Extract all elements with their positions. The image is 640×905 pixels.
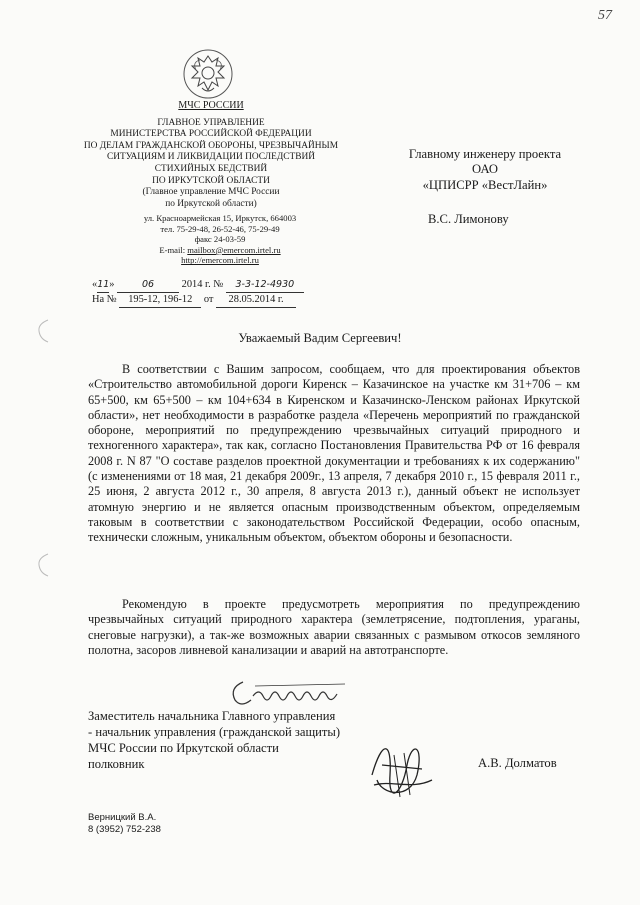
punch-hole-icon bbox=[36, 552, 52, 578]
punch-hole-icon bbox=[36, 318, 52, 344]
sender-contacts bbox=[70, 213, 370, 266]
org-line: ПО ДЕЛАМ ГРАЖДАНСКОЙ ОБОРОНЫ, ЧРЕЗВЫЧАЙНЫМ bbox=[83, 140, 339, 151]
signatory-title bbox=[88, 708, 388, 772]
executor-phone: 8 (3952) 752-238 bbox=[88, 824, 161, 835]
outgoing-number: 3-3-12-4930 bbox=[226, 278, 304, 293]
recipient-line: Главному инженеру проекта bbox=[408, 147, 562, 161]
executor-name: Верницкий В.А. bbox=[88, 812, 157, 823]
emchs-emblem-icon bbox=[182, 48, 234, 100]
sender-email-link[interactable]: mailbox@emercom.irtel.ru bbox=[187, 244, 281, 255]
body-paragraph: В соответствии с Вашим запросом, сообщаем, что для проектирования объектов «Строительство автомобильной дороги Киренск – Казачинское на участке км 31+706 – км 65+500, км 65+500 – км 104+634 в Киренском и Казачинско-Ленском районах Иркутской области», нет необходимости в разработке раздела «Перечень мероприятий по гражданской обороне, мероприятий по предупреждению чрезвычайных ситуаций природного и техногенного характера», так как, согласно Постановления Правительства РФ от 16 февраля 2008 г. N 87 "О составе разделов проектной документации и требованиях к их содержанию" (с изменениями от 18 мая, 21 декабря 2009г., 13 апреля, 7 декабря 2010 г., 15 февраля 2011 г., 25 июня, 2 августа 2012 г., 30 апреля, 8 августа 2013 г.), данный объект не использует атомную энергию и не является опасным производственным объектом, определяемым таковым в соответствии с законодательством Российской Федерации, особо опасным, технически сложным, уникальным объектом, объектом обороны и безопасности. bbox=[88, 362, 580, 545]
number-label: № bbox=[213, 279, 224, 290]
sender-address: ул. Красноармейская 15, Иркутск, 664003 bbox=[143, 213, 297, 223]
sender-email-row bbox=[70, 245, 370, 256]
reply-date: 28.05.2014 г. bbox=[216, 293, 296, 308]
day-value: 11 bbox=[97, 278, 109, 293]
month-value: 06 bbox=[117, 278, 179, 293]
reply-number: 195-12, 196-12 bbox=[119, 293, 201, 308]
recipient-name: В.С. Лимонову bbox=[428, 212, 509, 226]
sender-organization bbox=[70, 100, 352, 210]
signatory-title-line: - начальник управления (гражданской защиты) bbox=[88, 725, 341, 739]
incoming-reference bbox=[92, 293, 362, 308]
org-line: (Главное управление МЧС России bbox=[142, 187, 280, 198]
signatory-title-line: полковник bbox=[88, 757, 145, 771]
body-paragraph: Рекомендую в проекте предусмотреть мероприятия по предупреждению чрезвычайных ситуаций природного характера (землетрясение, подтопления, ураганы, снеговые нагрузки), а так-же возможных аварии связанных с размывом откосов земляного полотна, засоров ливневой канализации и аварий на автотранспорте. bbox=[88, 597, 580, 657]
recipient-line: «ЦПИСРР «ВестЛайн» bbox=[422, 177, 548, 192]
page-number: 57 bbox=[598, 8, 612, 23]
sender-website-link[interactable]: http://emercom.irtel.ru bbox=[181, 255, 259, 266]
org-line: СИТУАЦИЯМ И ЛИКВИДАЦИИ ПОСЛЕДСТВИЙ bbox=[106, 152, 316, 163]
org-line: ПО ИРКУТСКОЙ ОБЛАСТИ bbox=[152, 175, 270, 186]
year-value: 2014 г. bbox=[181, 279, 211, 290]
signatory-title-line: Заместитель начальника Главного управления bbox=[88, 709, 336, 723]
reference-block bbox=[92, 278, 362, 308]
sender-fax: факс 24-03-59 bbox=[194, 234, 246, 245]
org-line: по Иркутской области) bbox=[165, 198, 257, 209]
from-label: от bbox=[203, 294, 214, 305]
org-short-name: МЧС РОССИИ bbox=[178, 100, 244, 111]
email-label: E-mail: bbox=[159, 244, 188, 255]
org-line: ГЛАВНОЕ УПРАВЛЕНИЕ bbox=[157, 117, 265, 128]
signatory-name: А.В. Долматов bbox=[478, 756, 557, 770]
outgoing-reference bbox=[92, 278, 362, 293]
salutation: Уважаемый Вадим Сергеевич! bbox=[238, 331, 402, 345]
day-quote-open: « bbox=[92, 279, 98, 290]
executor-block bbox=[88, 812, 161, 836]
recipient-block bbox=[380, 147, 590, 193]
recipient-line: ОАО bbox=[471, 162, 499, 177]
reply-label: На № bbox=[92, 294, 117, 305]
signatory-title-line: МЧС России по Иркутской области bbox=[88, 741, 279, 755]
org-line: МИНИСТЕРСТВА РОССИЙСКОЙ ФЕДЕРАЦИИ bbox=[110, 129, 312, 140]
org-line: СТИХИЙНЫХ БЕДСТВИЙ bbox=[154, 163, 268, 174]
day-quote-close: » bbox=[109, 279, 115, 290]
sender-phones: тел. 75-29-48, 26-52-46, 75-29-49 bbox=[160, 223, 280, 234]
